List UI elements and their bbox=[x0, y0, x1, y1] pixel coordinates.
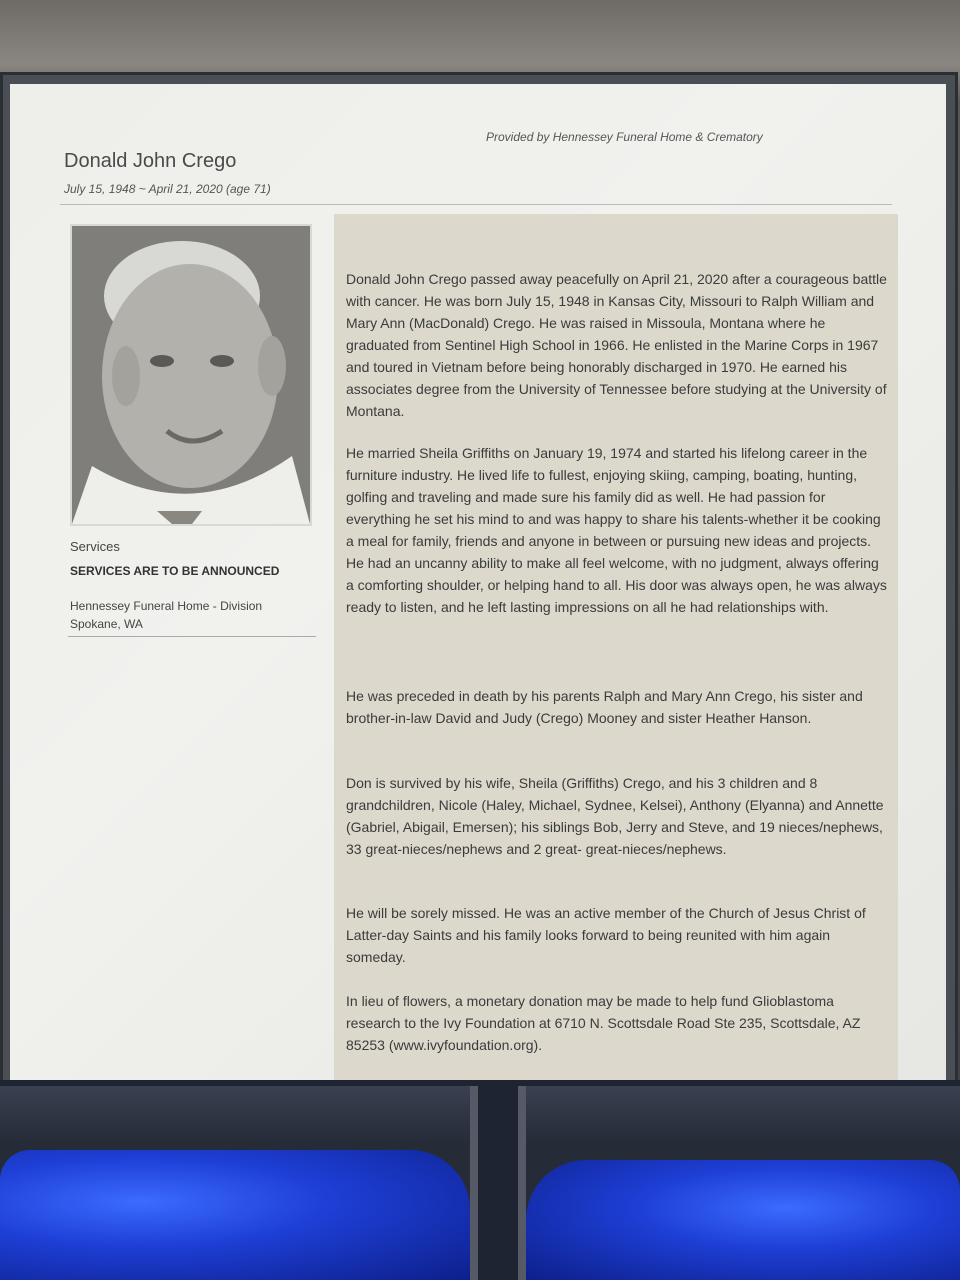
obituary-paragraph: He was preceded in death by his parents Ralph and Mary Ann Crego, his sister and brother-in-law David and Judy (Crego) Mooney and sister Heather Hanson. bbox=[346, 688, 863, 726]
obituary-paragraph: He will be sorely missed. He was an active member of the Church of Jesus Christ of Latter-day Saints and his family looks forward to being reunited with him again someday. bbox=[346, 905, 866, 965]
blue-silk-left bbox=[0, 1150, 470, 1280]
obituary-paragraph: In lieu of flowers, a monetary donation may be made to help fund Glioblastoma research to the Ivy Foundation at 6710 N. Scottsdale Road Ste 235, Scottsdale, AZ 85253 (www.ivyfoundation.org). bbox=[346, 993, 861, 1053]
obituary-paragraph: Donald John Crego passed away peacefully on April 21, 2020 after a courageous battle with cancer. He was born July 15, 1948 in Kansas City, Missouri to Ralph William and Mary Ann (MacDonald) Crego. He was raised in Missoula, Montana where he graduated from Sentinel High School in 1966. He enlisted in the Marine Corps in 1967 and toured in Vietnam before being honorably discharged in 1970. He earned his associates degree from the University of Tennessee before studying at the University of Montana. bbox=[346, 271, 887, 419]
life-dates: July 15, 1948 ~ April 21, 2020 (age 71) bbox=[64, 182, 271, 196]
portrait-photo bbox=[70, 224, 312, 526]
provided-by-text: Provided by Hennessey Funeral Home & Crematory bbox=[486, 130, 763, 144]
services-label: Services bbox=[70, 539, 120, 554]
blue-silk-right bbox=[526, 1160, 960, 1280]
obituary-paragraph: He married Sheila Griffiths on January 19, 1974 and started his lifelong career in the furniture industry. He lived life to fullest, enjoying skiing, camping, boating, hunting, golfing and traveling and made sure his family did as well. He had passion for everything he set his mind to and was happy to share his talents-whether it be cooking a meal for family, friends and anyone in between or pursuing new ideas and projects. He had an uncanny ability to make all feel welcome, with no judgment, always offering a comforting shoulder, or helping hand to all. His door was always open, he was always ready to listen, and he left lasting impressions on all he had relationships with. bbox=[346, 445, 887, 615]
funeral-home-city: Spokane, WA bbox=[70, 617, 143, 631]
services-divider bbox=[68, 636, 316, 637]
obituary-paragraph: Don is survived by his wife, Sheila (Griffiths) Crego, and his 3 children and 8 grandchildren, Nicole (Haley, Michael, Sydnee, Kelsei), Anthony (Elyanna) and Annette (Gabriel, Abigail, Emersen); his siblings Bob, Jerry and Steve, and 19 nieces/nephews, 33 great-nieces/nephews and 2 great- great-nieces/nephews. bbox=[346, 775, 884, 857]
deceased-name: Donald John Crego bbox=[64, 150, 237, 172]
header-divider bbox=[60, 204, 892, 205]
services-status: SERVICES ARE TO BE ANNOUNCED bbox=[70, 564, 280, 578]
funeral-home-name: Hennessey Funeral Home - Division bbox=[70, 599, 263, 613]
